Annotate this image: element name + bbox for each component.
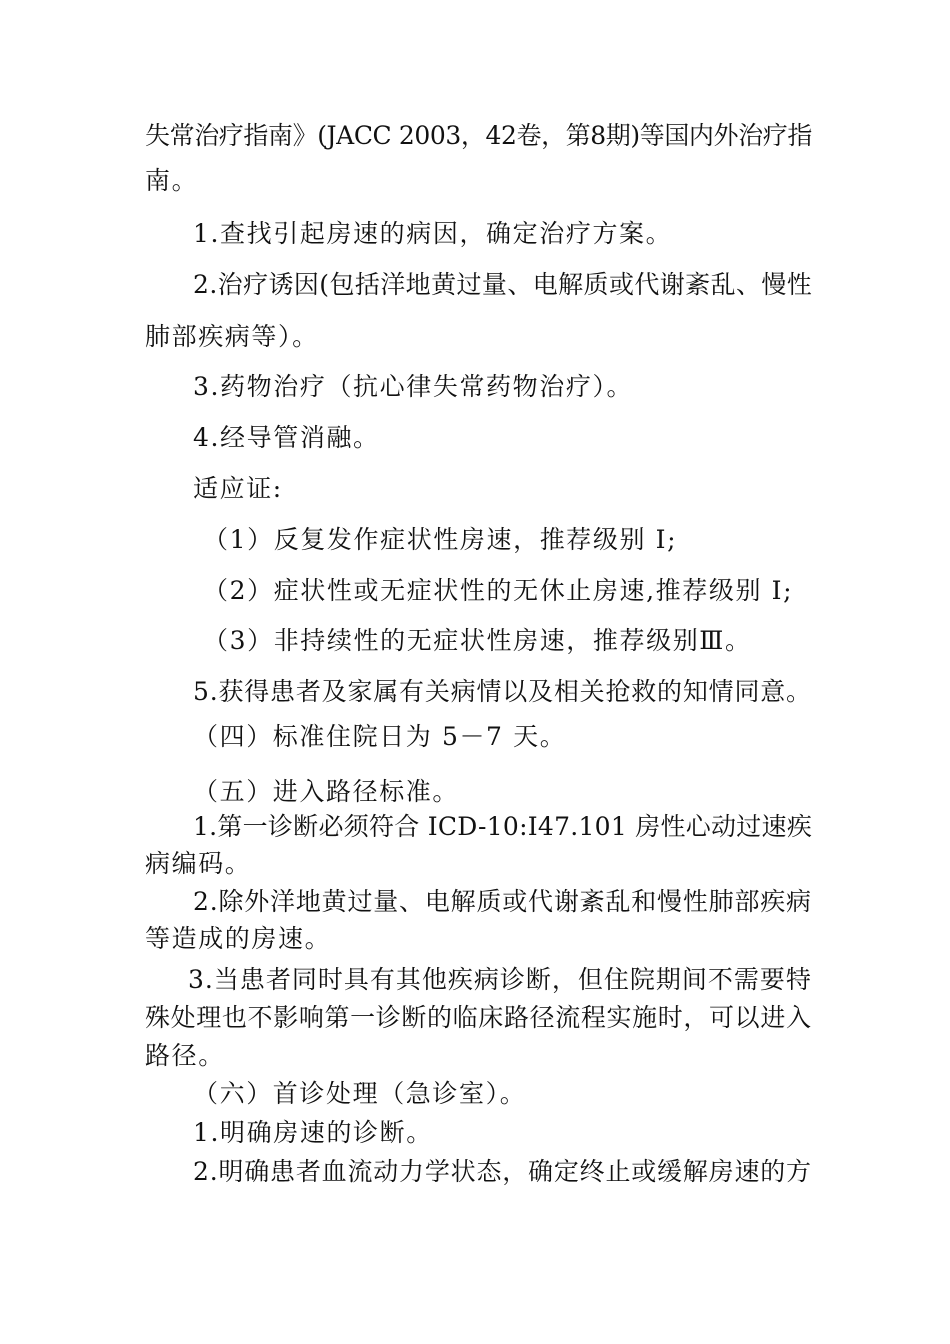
section-heading: （六）首诊处理（急诊室）。 [193, 1079, 527, 1108]
list-item: 2.治疗诱因(包括洋地黄过量、电解质或代谢紊乱、慢性 [193, 270, 813, 299]
text-line: 路径。 [145, 1041, 225, 1070]
text-line: 肺部疾病等）。 [145, 322, 319, 351]
list-item: 3.药物治疗（抗心律失常药物治疗）。 [193, 372, 634, 401]
text-line: 殊处理也不影响第一诊断的临床路径流程实施时，可以进入 [145, 1003, 812, 1032]
list-item: 2.除外洋地黄过量、电解质或代谢紊乱和慢性肺部疾病 [193, 887, 812, 916]
text-line: 等造成的房速。 [145, 924, 332, 953]
text-line: 南。 [145, 166, 199, 195]
list-item: 4.经导管消融。 [193, 423, 380, 452]
list-item: 5.获得患者及家属有关病情以及相关抢救的知情同意。 [193, 677, 812, 706]
list-item: 2.明确患者血流动力学状态，确定终止或缓解房速的方 [193, 1157, 812, 1186]
text-line: 失常治疗指南》(JACC 2003，42卷，第8期)等国内外治疗指 [145, 121, 812, 150]
section-heading: （四）标准住院日为 5－7 天。 [193, 722, 567, 751]
text-line: 病编码。 [145, 849, 252, 878]
list-item: （3）非持续性的无症状性房速，推荐级别Ⅲ。 [203, 626, 752, 655]
list-item: 1.明确房速的诊断。 [193, 1118, 433, 1147]
list-item: 3.当患者同时具有其他疾病诊断，但住院期间不需要特 [188, 965, 812, 994]
list-item: 1.查找引起房速的病因，确定治疗方案。 [193, 219, 673, 248]
section-heading: （五）进入路径标准。 [193, 777, 460, 806]
list-item: （1）反复发作症状性房速，推荐级别 I; [203, 525, 678, 554]
list-item: 1.第一诊断必须符合 ICD-10:I47.101 房性心动过速疾 [193, 812, 813, 841]
list-item: （2）症状性或无症状性的无休止房速,推荐级别 I; [203, 576, 794, 605]
subheading: 适应证: [193, 474, 283, 503]
